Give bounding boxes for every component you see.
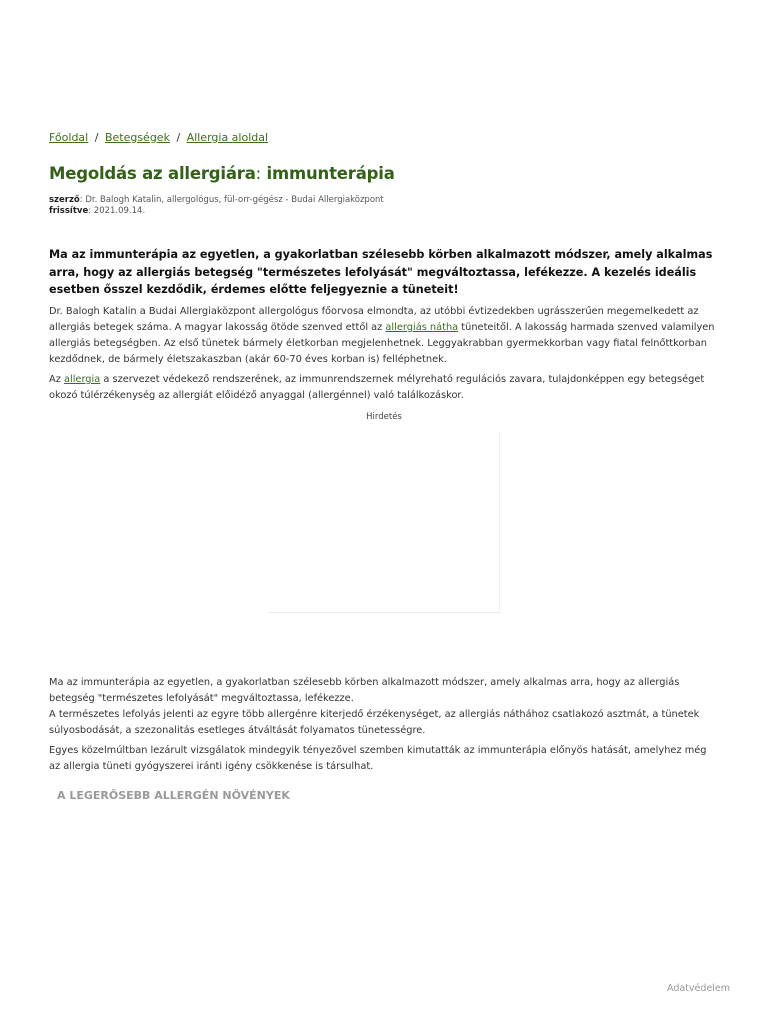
paragraph-4: Egyes közelmúltban lezárult vizsgálatok mindegyik tényezővel szemben kimutatták az immunterápia előnyös hatását, amelyhez még az allergia tüneti gyógyszerei iránti igény csökkenése is társulhat. <box>49 745 707 772</box>
title-sub: immunterápia <box>261 164 395 183</box>
breadcrumb-separator: / <box>94 131 99 144</box>
paragraph-3 <box>49 675 719 739</box>
breadcrumb <box>49 131 268 144</box>
author-value: : Dr. Balogh Katalin, allergológus, fül-orr-gégész - Budai Allergiaközpont <box>79 195 384 205</box>
privacy-link[interactable]: Adatvédelem <box>667 983 730 994</box>
p3-line-2: A természetes lefolyás jelenti az egyre több allergénre kiterjedő érzékenységet, az allergiás náthához csatlakozó asztmát, a tünetek súlyosbodását, a szezonalitás esetleges átváltását folyamatos tünetességre. <box>49 709 700 736</box>
allergic-rhinitis-link[interactable]: allergiás nátha <box>385 322 459 333</box>
breadcrumb-home-link[interactable]: Főoldal <box>49 131 89 144</box>
p1-text-a: Dr. Balogh Katalin a Budai Allergiaközpont allergológus főorvosa elmondta, az utóbbi évtizedekben ugrásszerűen megemelkedett az allergiás betegek száma. A magyar lakosság ötöde szenved ettől az <box>49 306 699 333</box>
title-colon: : <box>255 164 262 183</box>
author-line <box>49 195 384 205</box>
ad-slot[interactable] <box>269 432 500 613</box>
paragraph-1 <box>49 304 719 368</box>
allergy-link[interactable]: allergia <box>63 374 101 385</box>
p2-text-b: a szervezet védekező rendszerének, az immunrendszernek mélyreható regulációs zavara, tulajdonképpen egy betegséget okozó túlérzékenység az allergiát előidéző anyaggal (allergénnel) való találkozáskor. <box>49 374 705 401</box>
p1-text-b: tüneteitől. A lakosság harmada szenved valamilyen allergiás betegségben. Az első tünetek bármely életkorban megjelenhetnek. Leggyakrabban gyermekkorban vagy fiatal felnőttkorban kezdődnek, de bármely életszakaszban (akár 60-70 éves korban is) felléphetnek. <box>49 322 715 365</box>
breadcrumb-diseases-link[interactable]: Betegségek <box>104 131 170 144</box>
p2-text-a: Az <box>49 374 64 385</box>
page-title <box>49 164 395 183</box>
date-line <box>49 206 145 216</box>
date-value: : 2021.09.14. <box>88 206 146 216</box>
p3-line-1: Ma az immunterápia az egyetlen, a gyakorlatban szélesebb körben alkalmazott módszer, amely alkalmas arra, hogy az allergiás betegség "természetes lefolyását" megváltoztassa, lefékezze. <box>49 677 680 704</box>
section-heading-plants: A LEGERŐSEBB ALLERGÉN NÖVÉNYEK <box>57 789 290 802</box>
title-main: Megoldás az allergiára <box>49 164 256 183</box>
breadcrumb-separator: / <box>176 131 181 144</box>
ad-label: Hirdetés <box>366 412 402 422</box>
author-label: szerző <box>49 195 80 205</box>
paragraph-2 <box>49 372 719 404</box>
date-label: frissítve <box>49 206 89 216</box>
breadcrumb-allergy-link[interactable]: Allergia aloldal <box>186 131 269 144</box>
lead-paragraph: Ma az immunterápia az egyetlen, a gyakorlatban szélesebb körben alkalmazott módszer, amely alkalmas arra, hogy az allergiás betegség "természetes lefolyását" megváltoztassa, lefékezze. A kezelés ideális esetben ősszel kezdődik, érdemes előtte feljegyeznie a tüneteit! <box>49 248 713 296</box>
